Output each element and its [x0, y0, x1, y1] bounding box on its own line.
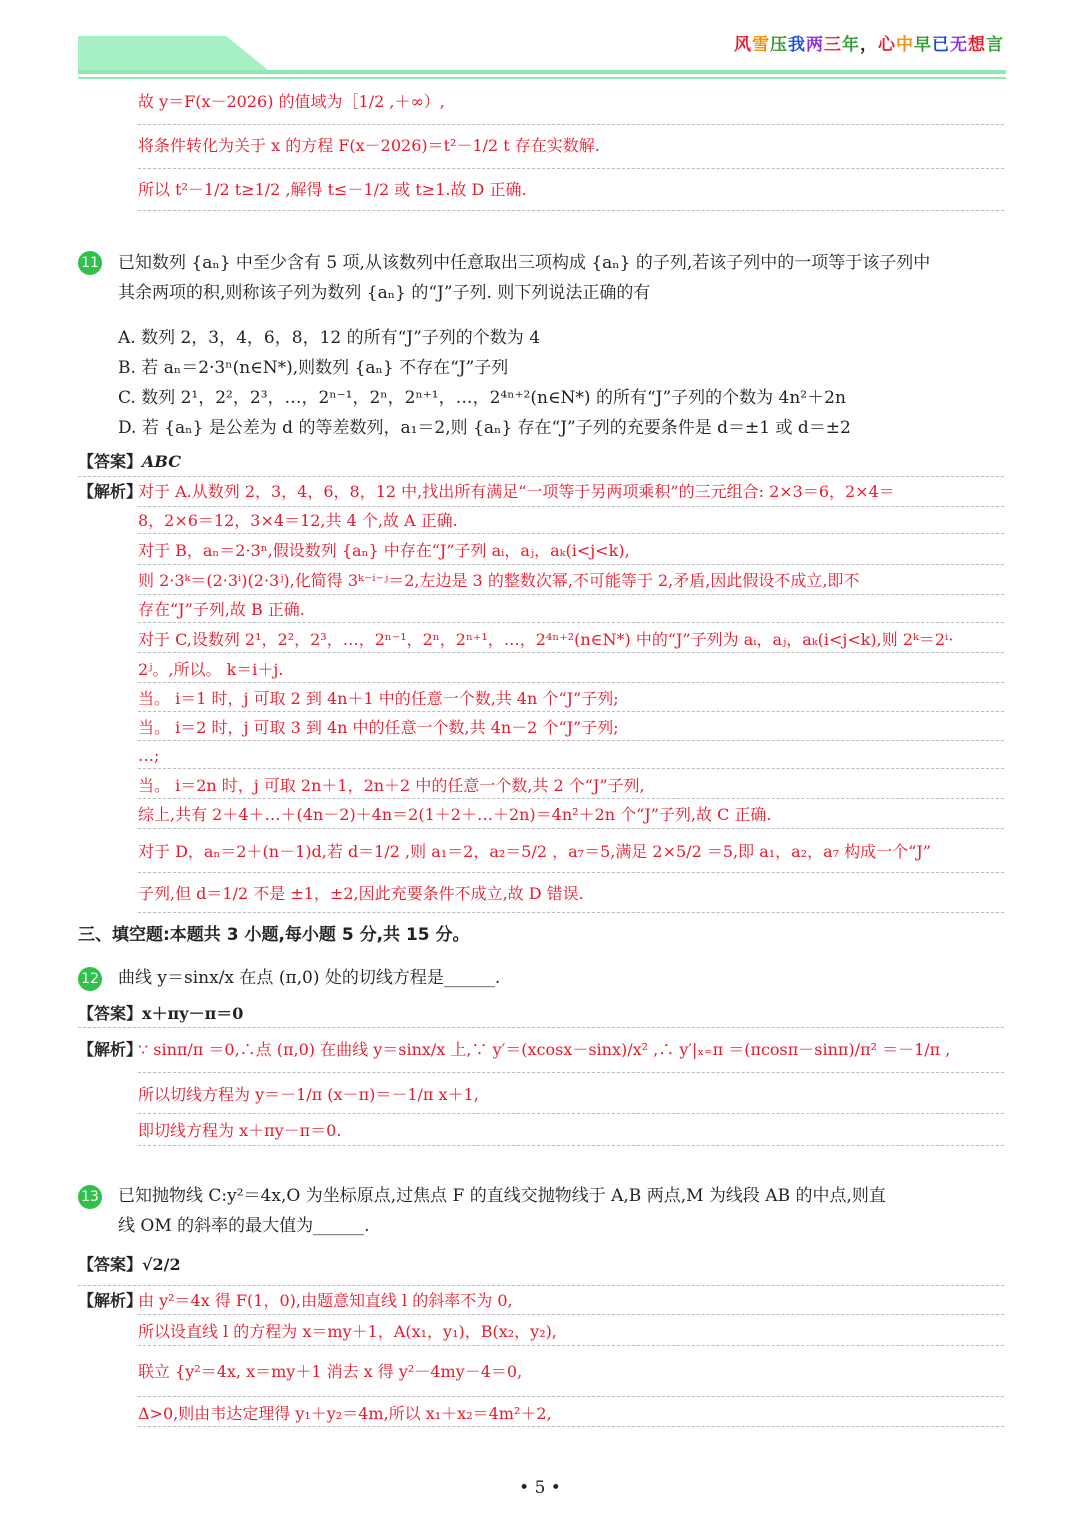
slogan-char: 年: [842, 35, 860, 55]
q11-option-d: D. 若 {aₙ} 是公差为 d 的等差数列，a₁＝2,则 {aₙ} 存在“J”子列的充要条件是 d＝±1 或 d＝±2: [118, 418, 851, 438]
q11-option-c: C. 数列 2¹，2²，2³，…，2ⁿ⁻¹，2ⁿ，2ⁿ⁺¹，…，2⁴ⁿ⁺²(n∈N*) 的所有“J”子列的个数为 4n²＋2n: [118, 388, 846, 408]
q11-option-b: B. 若 aₙ＝2·3ⁿ(n∈N*),则数列 {aₙ} 不存在“J”子列: [118, 358, 509, 378]
slogan-char: ，: [860, 35, 878, 55]
q12-stem: 曲线 y＝sinx/x 在点 (π,0) 处的切线方程是______.: [118, 968, 501, 988]
q11-option-a: A. 数列 2，3，4，6，8，12 的所有“J”子列的个数为 4: [118, 328, 541, 348]
divider: [138, 594, 1004, 595]
q11-solution-line: 8，2×6＝12，3×4＝12,共 4 个,故 A 正确.: [138, 511, 458, 530]
divider: [138, 711, 1004, 712]
q12-solution-line: 所以切线方程为 y＝－1/π (x－π)＝－1/π x＋1,: [138, 1085, 479, 1104]
q10-solution-line: 所以 t²－1/2 t≥1/2 ,解得 t≤－1/2 或 t≥1.故 D 正确.: [138, 180, 527, 199]
divider: [138, 828, 1004, 829]
divider: [138, 740, 1004, 741]
page-number: • 5 •: [519, 1478, 561, 1498]
answer-label: [78, 1255, 181, 1275]
header-slogan: [734, 30, 1004, 55]
divider: [78, 1027, 1004, 1028]
slogan-char: 言: [986, 35, 1004, 55]
answer-tag: 【答案】: [78, 452, 143, 471]
q13-stem: 线 OM 的斜率的最大值为______.: [118, 1216, 370, 1236]
answer-label: [78, 452, 181, 472]
q12-solution-line: 即切线方程为 x＋πy－π＝0.: [138, 1121, 342, 1140]
divider: [138, 533, 1004, 534]
slogan-char: 我: [788, 35, 806, 55]
q11-solution-line: 子列,但 d＝1/2 不是 ±1，±2,因此充要条件不成立,故 D 错误.: [138, 884, 584, 903]
slogan-char: 中: [896, 35, 914, 55]
q13-stem: 已知抛物线 C:y²＝4x,O 为坐标原点,过焦点 F 的直线交抛物线于 A,B 两点,M 为线段 AB 的中点,则直: [118, 1186, 886, 1206]
slogan-char: 心: [878, 35, 896, 55]
solution-label: 【解析】: [78, 482, 143, 501]
divider: [138, 622, 1004, 623]
slogan-char: 雪: [752, 35, 770, 55]
slogan-char: 三: [824, 35, 842, 55]
divider: [138, 210, 1004, 211]
slogan-char: 压: [770, 35, 788, 55]
q11-solution-line: 综上,共有 2＋4＋…＋(4n－2)＋4n＝2(1＋2＋…＋2n)＝4n²＋2n 个“J”子列,故 C 正确.: [138, 805, 772, 824]
divider: [138, 1396, 1004, 1397]
q13-solution-line: Δ>0,则由韦达定理得 y₁＋y₂＝4m,所以 x₁＋x₂＝4m²＋2,: [138, 1404, 552, 1423]
slogan-char: 风: [734, 35, 752, 55]
divider: [138, 682, 1004, 683]
q13-solution-line: 联立 {y²＝4x, x＝my＋1 消去 x 得 y²－4my－4＝0,: [138, 1362, 523, 1381]
divider: [138, 564, 1004, 565]
q13-solution-line: 所以设直线 l 的方程为 x＝my＋1，A(x₁，y₁)，B(x₂，y₂),: [138, 1322, 557, 1341]
slogan-char: 两: [806, 35, 824, 55]
divider: [138, 872, 1004, 873]
divider: [78, 476, 1004, 477]
q11-solution-line: 存在“J”子列,故 B 正确.: [138, 600, 305, 619]
q11-solution-line: 当。 i＝1 时，j 可取 2 到 4n＋1 中的任意一个数,共 4n 个“J”子列;: [138, 689, 619, 708]
q10-solution-line: 故 y＝F(x－2026) 的值域为［1/2 ,＋∞）,: [138, 92, 445, 111]
solution-label: 【解析】: [78, 1040, 143, 1059]
answer-text: ABC: [142, 452, 181, 471]
slogan-char: 已: [932, 35, 950, 55]
q12-solution-line: ∵ sinπ/π ＝0,∴点 (π,0) 在曲线 y＝sinx/x 上,∵ y′＝(xcosx－sinx)/x² ,∴ y′|ₓ₌π ＝(πcosπ－sinπ)/π² ＝－1/π ,: [138, 1040, 951, 1059]
q11-solution-line: 对于 D，aₙ＝2＋(n－1)d,若 d＝1/2 ,则 a₁＝2，a₂＝5/2 ，a₇＝5,满足 2×5/2 ＝5,即 a₁，a₂，a₇ 构成一个“J”: [138, 842, 931, 861]
slogan-char: 想: [968, 35, 986, 55]
answer-text: x＋πy－π＝0: [142, 1004, 244, 1023]
divider: [138, 652, 1004, 653]
answer-tag: 【答案】: [78, 1255, 143, 1274]
divider: [138, 1072, 1004, 1073]
answer-label: [78, 1004, 243, 1024]
q11-solution-line: 则 2·3ᵏ＝(2·3ⁱ)(2·3ʲ),化简得 3ᵏ⁻ⁱ⁻ʲ＝2,左边是 3 的整数次幂,不可能等于 2,矛盾,因此假设不成立,即不: [138, 571, 860, 590]
slogan-char: 早: [914, 35, 932, 55]
divider: [138, 1426, 1004, 1427]
question-number-badge: 11: [78, 251, 102, 275]
q11-solution-line: 对于 C,设数列 2¹，2²，2³，…，2ⁿ⁻¹，2ⁿ，2ⁿ⁺¹，…，2⁴ⁿ⁺²(n∈N*) 中的“J”子列为 aᵢ，aⱼ，aₖ(i<j<k),则 2ᵏ＝2ⁱ·: [138, 630, 954, 649]
header-rule-thin: [78, 77, 1006, 79]
divider: [138, 1314, 1004, 1315]
q11-solution-line: 2ʲ。,所以。 k＝i＋j.: [138, 660, 284, 679]
q10-solution-line: 将条件转化为关于 x 的方程 F(x－2026)＝t²－1/2 t 存在实数解.: [138, 136, 600, 155]
divider: [138, 1345, 1004, 1346]
q11-solution-line: …;: [138, 746, 160, 765]
q11-stem: 其余两项的积,则称该子列为数列 {aₙ} 的“J”子列. 则下列说法正确的有: [118, 283, 651, 303]
q13-solution-line: 由 y²＝4x 得 F(1，0),由题意知直线 l 的斜率不为 0,: [138, 1291, 513, 1310]
divider: [138, 768, 1004, 769]
answer-tag: 【答案】: [78, 1004, 143, 1023]
divider: [78, 1285, 1004, 1286]
divider: [138, 798, 1004, 799]
question-number-badge: 12: [78, 967, 102, 991]
divider: [138, 912, 1004, 913]
answer-text: √2/2: [142, 1255, 181, 1274]
header-tab-decoration: [78, 36, 268, 70]
solution-label: 【解析】: [78, 1291, 143, 1310]
divider: [138, 124, 1004, 125]
q11-solution-line: 对于 A.从数列 2，3，4，6，8，12 中,找出所有满足“一项等于另两项乘积”的三元组合: 2×3＝6，2×4＝: [138, 482, 895, 501]
divider: [138, 168, 1004, 169]
section-heading: 三、填空题:本题共 3 小题,每小题 5 分,共 15 分。: [78, 925, 470, 945]
question-number-badge: 13: [78, 1185, 102, 1209]
q11-stem: 已知数列 {aₙ} 中至少含有 5 项,从该数列中任意取出三项构成 {aₙ} 的子列,若该子列中的一项等于该子列中: [118, 253, 931, 273]
divider: [138, 506, 1004, 507]
slogan-char: 无: [950, 35, 968, 55]
divider: [138, 1145, 1004, 1146]
q11-solution-line: 对于 B，aₙ＝2·3ⁿ,假设数列 {aₙ} 中存在“J”子列 aᵢ，aⱼ，aₖ(i<j<k),: [138, 541, 630, 560]
q11-solution-line: 当。 i＝2n 时，j 可取 2n＋1，2n＋2 中的任意一个数,共 2 个“J”子列,: [138, 776, 645, 795]
divider: [138, 1113, 1004, 1114]
q11-solution-line: 当。 i＝2 时，j 可取 3 到 4n 中的任意一个数,共 4n－2 个“J”子列;: [138, 718, 619, 737]
header-rule: [78, 70, 1006, 74]
